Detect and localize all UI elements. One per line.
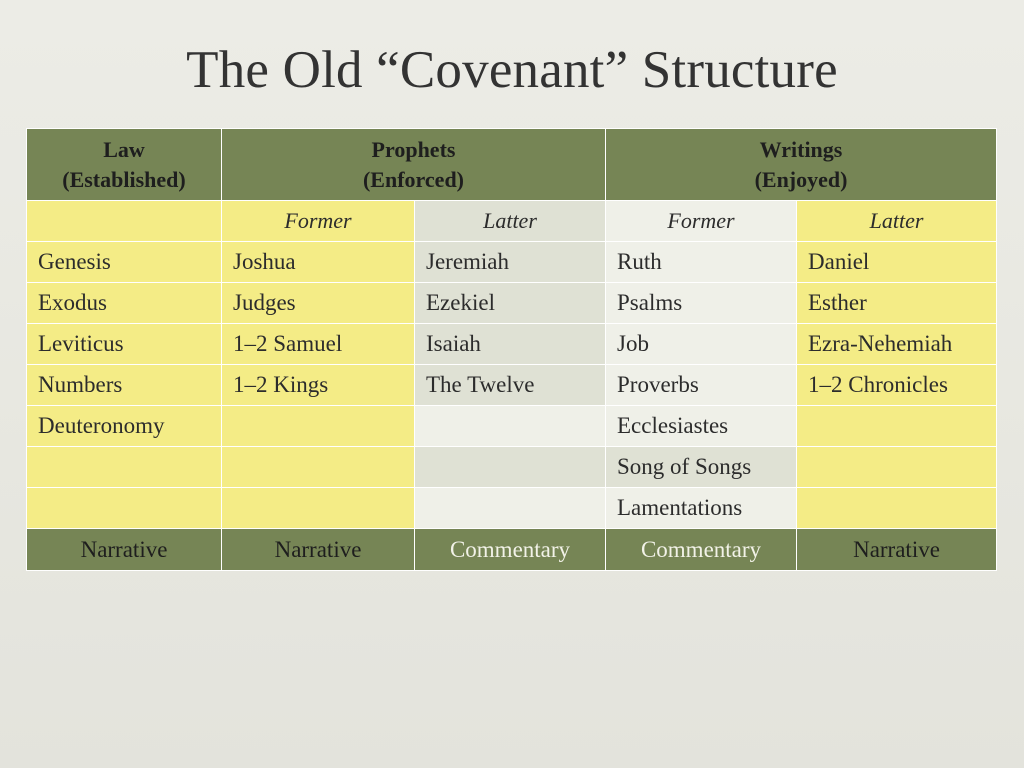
cell-writings-latter: Daniel bbox=[797, 242, 997, 283]
footer-cell-law: Narrative bbox=[27, 529, 222, 571]
cell-writings-former: Proverbs bbox=[606, 365, 797, 406]
cell-law: Genesis bbox=[27, 242, 222, 283]
footer-cell-prophets-former: Narrative bbox=[222, 529, 415, 571]
cell-law bbox=[27, 488, 222, 529]
header-prophets bbox=[222, 129, 606, 201]
header-writings-sub: (Enjoyed) bbox=[754, 166, 848, 192]
cell-prophets-former bbox=[222, 406, 415, 447]
cell-writings-former: Ecclesiastes bbox=[606, 406, 797, 447]
cell-writings-latter bbox=[797, 447, 997, 488]
header-writings bbox=[606, 129, 997, 201]
cell-prophets-former: 1–2 Kings bbox=[222, 365, 415, 406]
header-law-sub: (Established) bbox=[62, 166, 186, 192]
cell-prophets-latter: Ezekiel bbox=[415, 283, 606, 324]
table-row bbox=[27, 324, 997, 365]
cell-law: Exodus bbox=[27, 283, 222, 324]
table-row bbox=[27, 365, 997, 406]
subheader-cell-law bbox=[27, 201, 222, 242]
subheader-cell-writings-latter: Latter bbox=[797, 201, 997, 242]
subheader-cell-prophets-former: Former bbox=[222, 201, 415, 242]
cell-law: Deuteronomy bbox=[27, 406, 222, 447]
table-row bbox=[27, 406, 997, 447]
cell-prophets-former: Joshua bbox=[222, 242, 415, 283]
cell-prophets-latter: Jeremiah bbox=[415, 242, 606, 283]
header-writings-name: Writings bbox=[759, 136, 843, 162]
cell-writings-former: Job bbox=[606, 324, 797, 365]
footer-cell-prophets-latter: Commentary bbox=[415, 529, 606, 571]
table-row bbox=[27, 488, 997, 529]
cell-writings-latter bbox=[797, 488, 997, 529]
table-subheader-row bbox=[27, 201, 997, 242]
slide-title: The Old “Covenant” Structure bbox=[186, 41, 838, 99]
cell-prophets-latter: Isaiah bbox=[415, 324, 606, 365]
cell-writings-latter: Ezra-Nehemiah bbox=[797, 324, 997, 365]
header-prophets-sub: (Enforced) bbox=[362, 166, 465, 192]
cell-prophets-latter bbox=[415, 488, 606, 529]
table-row bbox=[27, 447, 997, 488]
header-law bbox=[27, 129, 222, 201]
cell-writings-former: Ruth bbox=[606, 242, 797, 283]
subheader-cell-prophets-latter: Latter bbox=[415, 201, 606, 242]
cell-writings-former: Song of Songs bbox=[606, 447, 797, 488]
cell-prophets-latter: The Twelve bbox=[415, 365, 606, 406]
cell-writings-latter: Esther bbox=[797, 283, 997, 324]
table-row bbox=[27, 283, 997, 324]
cell-writings-latter: 1–2 Chronicles bbox=[797, 365, 997, 406]
cell-writings-former: Lamentations bbox=[606, 488, 797, 529]
cell-prophets-former bbox=[222, 488, 415, 529]
cell-prophets-former bbox=[222, 447, 415, 488]
covenant-structure-table bbox=[26, 128, 997, 571]
footer-cell-writings-latter: Narrative bbox=[797, 529, 997, 571]
table-row bbox=[27, 242, 997, 283]
cell-prophets-former: 1–2 Samuel bbox=[222, 324, 415, 365]
cell-prophets-former: Judges bbox=[222, 283, 415, 324]
table-footer-row bbox=[27, 529, 997, 571]
cell-law bbox=[27, 447, 222, 488]
table-header-row bbox=[27, 129, 997, 201]
cell-law: Numbers bbox=[27, 365, 222, 406]
cell-prophets-latter bbox=[415, 447, 606, 488]
cell-prophets-latter bbox=[415, 406, 606, 447]
header-prophets-name: Prophets bbox=[371, 136, 456, 162]
cell-writings-former: Psalms bbox=[606, 283, 797, 324]
header-law-name: Law bbox=[103, 136, 145, 162]
cell-writings-latter bbox=[797, 406, 997, 447]
cell-law: Leviticus bbox=[27, 324, 222, 365]
subheader-cell-writings-former: Former bbox=[606, 201, 797, 242]
footer-cell-writings-former: Commentary bbox=[606, 529, 797, 571]
